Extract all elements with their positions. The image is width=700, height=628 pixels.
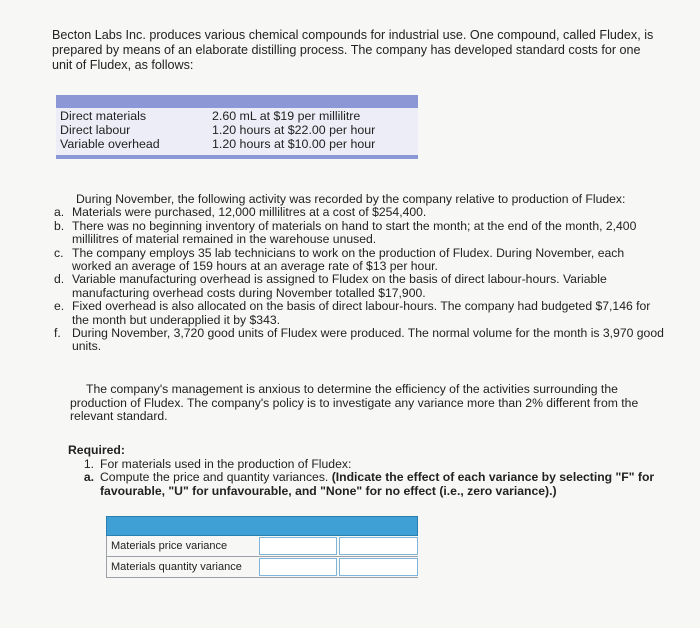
price-variance-effect-select[interactable] — [339, 537, 418, 555]
standard-value: 1.20 hours at $10.00 per hour — [212, 137, 376, 151]
activity-text: Variable manufacturing overhead is assigned to Fludex on the basis of direct labour-hours. Variable manufacturing overhead costs during November totalled $17,900. — [72, 272, 607, 300]
activity-text: Fixed overhead is also allocated on the basis of direct labour-hours. The company had budgeted $7,146 for the month but underapplied it by $343. — [72, 299, 651, 327]
activity-letter: a. — [54, 205, 65, 220]
question-text: For materials used in the production of Fludex: — [100, 456, 352, 471]
activity-item — [54, 206, 664, 219]
answer-row-label: Materials price variance — [106, 536, 259, 556]
variance-answer-table — [106, 516, 418, 578]
activity-letter: f. — [54, 326, 61, 341]
activity-text: The company employs 35 lab technicians to work on the production of Fludex. During November, each worked an average of 159 hours at an average rate of $13 per hour. — [72, 245, 625, 274]
question-text: Compute the price and quantity variances. — [100, 470, 329, 485]
standard-row-direct-labour — [56, 124, 418, 138]
management-paragraph — [70, 383, 655, 424]
activity-letter: d. — [54, 272, 65, 287]
required-heading: Required: — [68, 443, 125, 457]
activity-list — [54, 193, 664, 354]
question-instruction: (Indicate the effect of each variance by selecting "F" for favourable, "U" for unfavourable, and "None" for no effect (i.e., zero variance).) — [100, 470, 655, 498]
quantity-variance-effect-select[interactable] — [339, 558, 418, 576]
question-1a — [68, 471, 658, 498]
standard-row-variable-overhead — [56, 138, 418, 152]
price-variance-amount-input[interactable] — [259, 537, 338, 555]
activity-item — [54, 300, 664, 327]
standard-value: 1.20 hours at $22.00 per hour — [212, 123, 376, 137]
activity-letter: c. — [54, 245, 64, 260]
standard-value: 2.60 mL at $19 per millilitre — [212, 109, 361, 123]
activity-lead: During November, the following activity was recorded by the company relative to production of Fludex: — [76, 192, 626, 206]
question-number: 1. — [83, 456, 94, 471]
activity-text: Materials were purchased, 12,000 millilitres at a cost of $254,400. — [72, 205, 427, 220]
answer-row-price-variance — [106, 536, 418, 557]
management-text: The company's management is anxious to determine the efficiency of the activities surrounding the production of Fludex. The company's policy is to investigate any variance more than 2% different from the relevant standard. — [70, 382, 639, 424]
activity-text: There was no beginning inventory of materials on hand to start the month; at the end of the month, 2,400 millilitres of material remained in the warehouse unused. — [72, 218, 637, 247]
standard-label: Variable overhead — [60, 137, 160, 151]
quantity-variance-amount-input[interactable] — [259, 558, 338, 576]
answer-table-header-bar — [106, 516, 418, 536]
required-section — [68, 444, 658, 498]
activity-item — [54, 273, 664, 300]
activity-item — [54, 327, 664, 354]
activity-text: During November, 3,720 good units of Fludex were produced. The normal volume for the month is 3,970 good units. — [72, 326, 664, 354]
standard-cost-table-footer-bar — [56, 155, 418, 159]
activity-letter: b. — [54, 218, 65, 233]
standard-cost-table — [56, 95, 418, 159]
activity-item — [54, 220, 664, 247]
standard-label: Direct materials — [60, 109, 147, 123]
standard-label: Direct labour — [60, 123, 131, 137]
answer-row-quantity-variance — [106, 557, 418, 578]
question-letter: a. — [83, 470, 94, 485]
activity-letter: e. — [54, 299, 65, 314]
standard-row-direct-materials — [56, 110, 418, 124]
answer-row-label: Materials quantity variance — [106, 557, 259, 577]
activity-item — [54, 247, 664, 274]
standard-cost-table-header-bar — [56, 95, 418, 108]
question-1 — [68, 458, 658, 472]
intro-paragraph: Becton Labs Inc. produces various chemical compounds for industrial use. One compound, called Fludex, is prepared by means of an elaborate distilling process. The company has developed standard costs for one unit of Fludex, as follows: — [52, 28, 654, 72]
